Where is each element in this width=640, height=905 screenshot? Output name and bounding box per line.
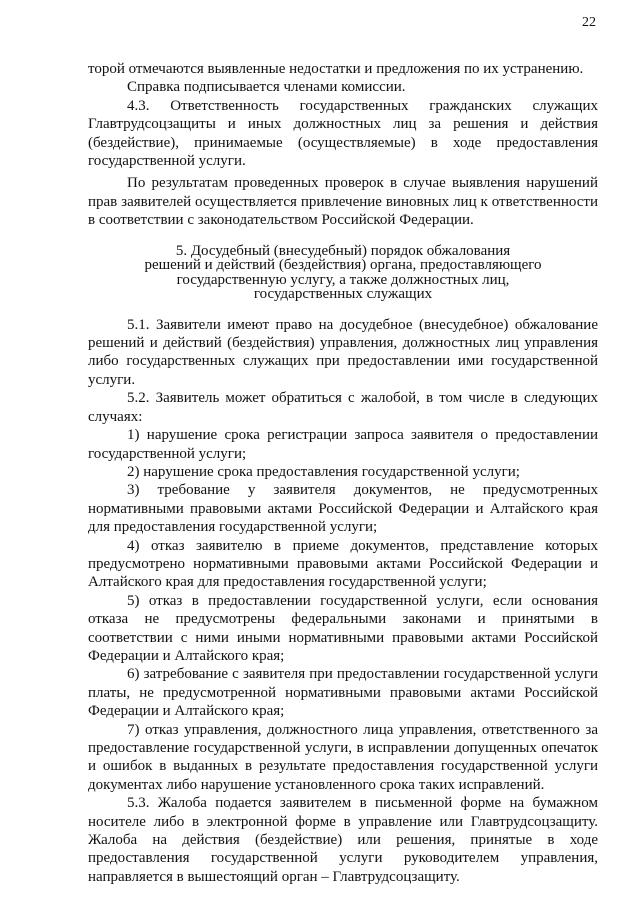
list-item-4: 4) отказ заявителю в приеме документов, представление которых предусмотрено нормативными правовыми актами Российской Федерации и Алтайского края для предоставления государственной услуги; xyxy=(88,537,598,591)
page-number: 22 xyxy=(582,15,596,30)
paragraph-continuation: торой отмечаются выявленные недостатки и предложения по их устранению. xyxy=(88,61,584,77)
heading-line: решений и действий (бездействия) органа, предоставляющего xyxy=(144,257,542,274)
paragraph-inspection-results: По результатам проведенных проверок в случае выявления нарушений прав заявителей осуществляется привлечение виновных лиц к ответственности в соответствии с законодательством Российской Федерации. xyxy=(88,175,598,229)
paragraph-signature-note: Справка подписывается членами комиссии. xyxy=(127,79,406,96)
heading-line: государственную услугу, а также должностных лиц, xyxy=(176,271,510,288)
paragraph-5-3: 5.3. Жалоба подается заявителем в письменной форме на бумажном носителе либо в электронной форме в управление или Главтрудсоцзащиту. Жалоба на действия (бездействие) или решения, принятые в ходе предоставления государственной услуги руководителем управления, направляется в вышестоящий орган – Главтрудсоцзащиту. xyxy=(88,795,598,885)
section-5-heading xyxy=(88,244,598,302)
list-item-1: 1) нарушение срока регистрации запроса заявителя о предоставлении государственной услуги; xyxy=(88,427,598,462)
list-item-2: 2) нарушение срока предоставления государственной услуги; xyxy=(127,463,520,480)
list-item-6: 6) затребование с заявителя при предоставлении государственной услуги платы, не предусмотренной нормативными правовыми актами Российской Федерации и Алтайского края; xyxy=(88,666,598,720)
heading-line: государственных служащих xyxy=(253,286,433,303)
heading-line: 5. Досудебный (внесудебный) порядок обжалования xyxy=(175,242,511,259)
paragraph-5-2: 5.2. Заявитель может обратиться с жалобой, в том числе в следующих случаях: xyxy=(88,390,598,425)
document-body xyxy=(88,60,598,886)
list-item-7: 7) отказ управления, должностного лица управления, ответственного за предоставление государственной услуги, в исправлении допущенных опечаток и ошибок в выданных в результате предоставления государственной услуги документах либо нарушение установленного срока таких исправлений. xyxy=(88,721,598,793)
paragraph-4-3: 4.3. Ответственность государственных гражданских служащих Главтрудсоцзащиты и иных должностных лиц за решения и действия (бездействие), принимаемые (осуществляемые) в ходе предоставления государственной услуги. xyxy=(88,97,598,170)
paragraph-5-1: 5.1. Заявители имеют право на досудебное (внесудебное) обжалование решений и действий (бездействия) управления, должностных лиц управления либо государственных служащих при предоставлении ими государственной услуги. xyxy=(88,316,598,388)
list-item-5: 5) отказ в предоставлении государственной услуги, если основания отказа не предусмотрены федеральными законами и принятыми в соответствии с ними иными нормативными правовыми актами Российской Федерации и Алтайского края; xyxy=(88,592,598,664)
list-item-3: 3) требование у заявителя документов, не предусмотренных нормативными правовыми актами Российской Федерации и Алтайского края для предоставления государственной услуги; xyxy=(88,482,598,536)
